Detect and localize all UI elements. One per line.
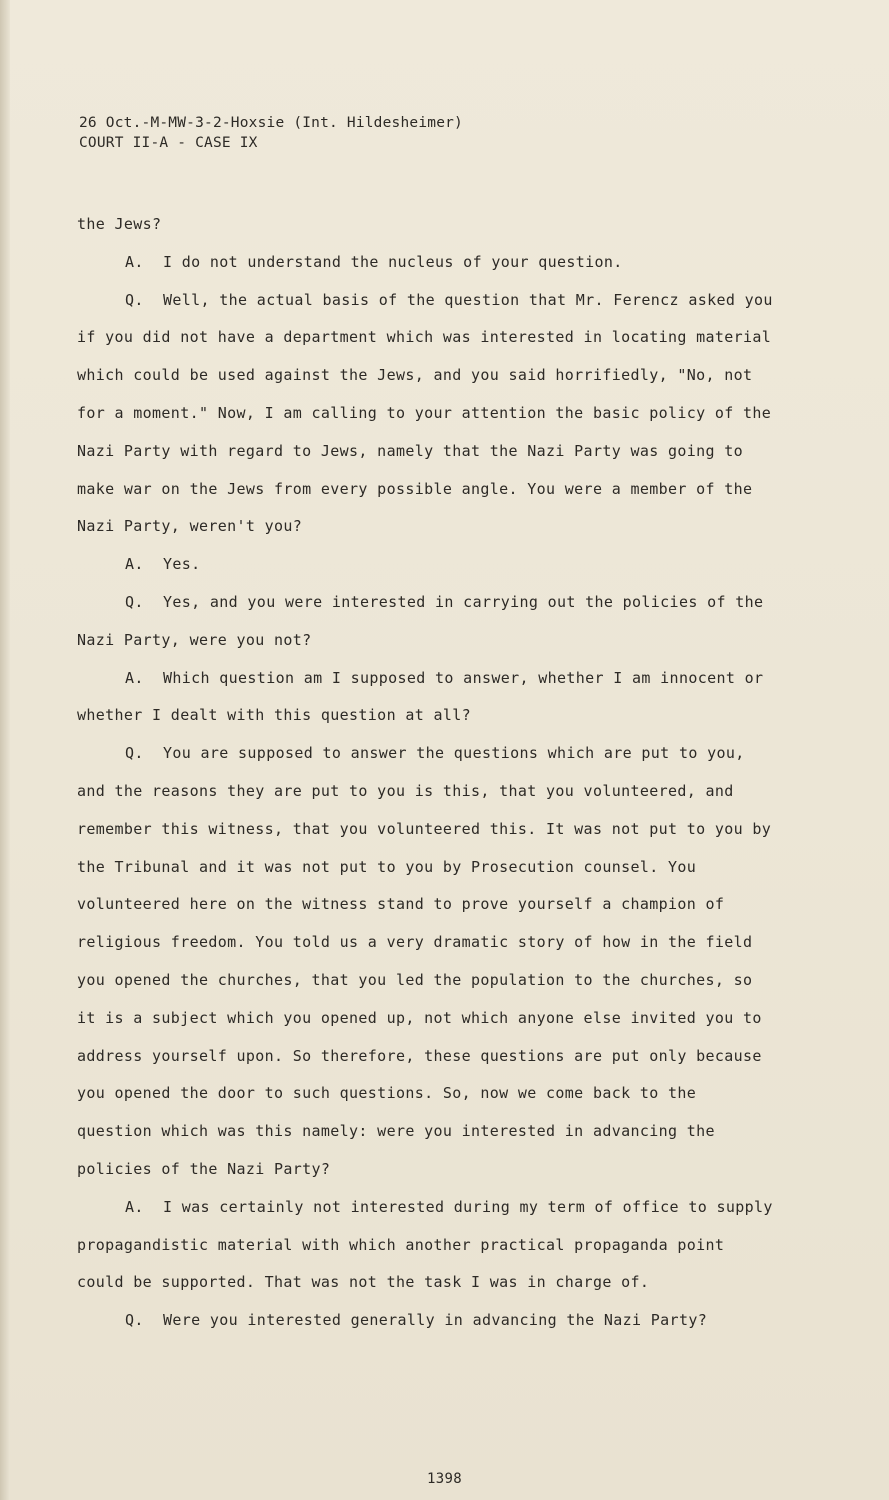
speaker-label: A. [125,668,144,687]
paragraph-text: Were you interested generally in advancing the Nazi Party? [163,1311,708,1330]
paragraph-text: Yes, and you were interested in carrying out the policies of the Nazi Party, were you not? [77,592,764,649]
transcript-body [77,206,777,1340]
paragraph-text: Yes. [163,555,201,574]
paragraph-text: the Jews? [77,215,162,233]
document-header [79,113,463,153]
paragraph-text: Which question am I supposed to answer, whether I am innocent or whether I dealt with this question at all? [77,668,764,725]
paragraph-text: I was certainly not interested during my term of office to supply propagandistic material with which another practical propaganda point could be supported. That was not the task I was in charge of. [77,1197,773,1292]
question-paragraph [77,282,777,547]
paragraph-text: I do not understand the nucleus of your question. [163,252,623,271]
speaker-label: A. [125,555,144,574]
header-line-court: COURT II-A - CASE IX [79,135,258,151]
answer-paragraph [77,546,777,584]
speaker-label: Q. [125,1311,144,1330]
speaker-label: Q. [125,290,144,309]
page-number: 1398 [427,1471,462,1487]
continuation-text [77,206,777,244]
paragraph-text: You are supposed to answer the questions which are put to you, and the reasons they are put to you is this, that you volunteered, and remember this witness, that you volunteered this. It was not put to you by the Tribunal and it was not put to you by Prosecution counsel. You volunteered here on the witness stand to prove yourself a champion of religious freedom. You told us a very dramatic story of how in the field you opened the churches, that you led the population to the churches, so it is a subject which you opened up, not which anyone else invited you to address yourself upon. So therefore, these questions are put only because you opened the door to such questions. So, now we come back to the question which was this namely: were you interested in advancing the policies of the Nazi Party? [77,744,772,1178]
page-edge [0,0,10,1500]
speaker-label: Q. [125,592,144,611]
question-paragraph [77,735,777,1189]
paragraph-text: Well, the actual basis of the question that Mr. Ferencz asked you if you did not have a department which was interested in locating material which could be used against the Jews, and you said horrifiedly, "No, not for a moment." Now, I am calling to your attention the basic policy of the Nazi Party with regard to Jews, namely that the Nazi Party was going to make war on the Jews from every possible angle. You were a member of the Nazi Party, weren't you? [77,290,773,536]
speaker-label: A. [125,252,144,271]
header-line-session: 26 Oct.-M-MW-3-2-Hoxsie (Int. Hildesheimer) [79,115,463,131]
answer-paragraph [77,1189,777,1302]
answer-paragraph [77,660,777,736]
question-paragraph [77,1302,777,1340]
question-paragraph [77,584,777,660]
answer-paragraph [77,244,777,282]
speaker-label: Q. [125,744,144,763]
speaker-label: A. [125,1197,144,1216]
